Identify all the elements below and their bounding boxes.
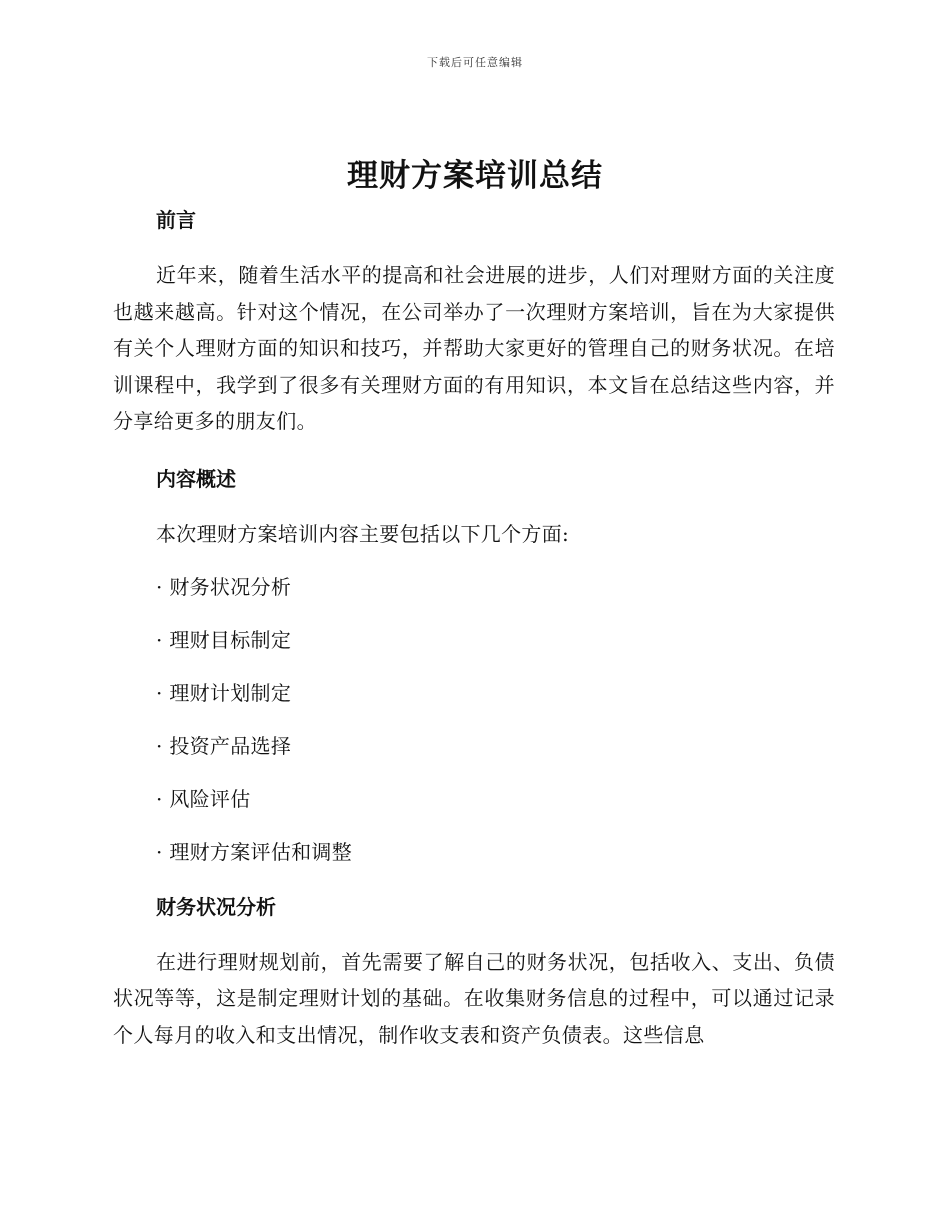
financial-analysis-paragraph: 在进行理财规划前，首先需要了解自己的财务状况，包括收入、支出、负债状况等等，这是制定理财计划的基础。在收集财务信息的过程中，可以通过记录个人每月的收入和支出情况，制作收支表和资产负债表。这些信息: [113, 949, 835, 1047]
list-item: · 理财目标制定: [156, 627, 292, 652]
document-body: [113, 200, 835, 1053]
list-item: · 风险评估: [156, 786, 251, 811]
list-item: · 理财方案评估和调整: [156, 839, 353, 864]
document-title: 理财方案培训总结: [347, 158, 603, 194]
header-note: 下载后可任意编辑: [427, 56, 523, 69]
list-item: · 理财计划制定: [156, 680, 292, 705]
overview-intro: 本次理财方案培训内容主要包括以下几个方面:: [156, 521, 570, 546]
section-heading-preface: 前言: [156, 208, 196, 232]
list-item: · 财务状况分析: [156, 574, 292, 599]
section-heading-overview: 内容概述: [156, 466, 236, 491]
preface-paragraph: 近年来，随着生活水平的提高和社会进展的进步，人们对理财方面的关注度也越来越高。针对这个情况，在公司举办了一次理财方案培训，旨在为大家提供有关个人理财方面的知识和技巧，并帮助大家更好的管理自己的财务状况。在培训课程中，我学到了很多有关理财方面的有用知识，本文旨在总结这些内容，并分享给更多的朋友们。: [113, 263, 835, 433]
list-item: · 投资产品选择: [156, 733, 292, 758]
section-heading-financial-analysis: 财务状况分析: [156, 894, 276, 919]
